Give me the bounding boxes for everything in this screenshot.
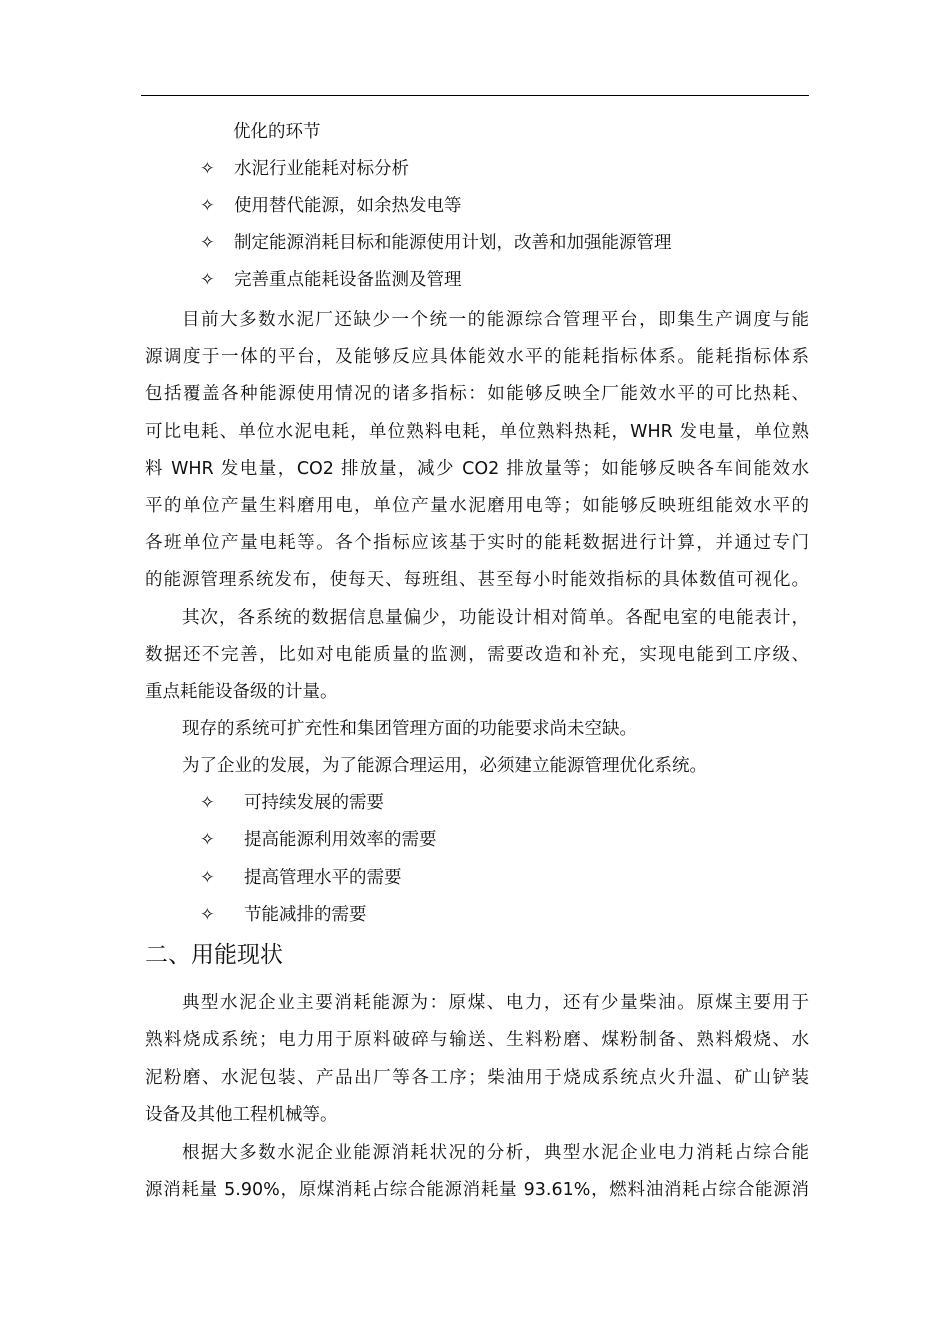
paragraph-line: 平的单位产量生料磨用电，单位产量水泥磨用电等；如能够反映班组能效水平的: [145, 496, 809, 516]
paragraph-line: 其次，各系统的数据信息量偏少，功能设计相对简单。各配电室的电能表计，: [182, 608, 809, 628]
bullet-item: ✧ 制定能源消耗目标和能源使用计划，改善和加强能源管理: [200, 233, 672, 253]
paragraph-line: 数据还不完善，比如对电能质量的监测，需要改造和补充，实现电能到工序级、: [145, 645, 809, 665]
paragraph-line: 的能源管理系统发布，使每天、每班组、甚至每小时能效指标的具体数值可视化。: [145, 570, 809, 590]
paragraph-line: 各班单位产量电耗等。各个指标应该基于实时的能耗数据进行计算，并通过专门: [145, 533, 809, 553]
paragraph-line: 典型水泥企业主要消耗能源为：原煤、电力，还有少量柴油。原煤主要用于: [182, 993, 809, 1013]
paragraph-line: 料 WHR 发电量，CO2 排放量，减少 CO2 排放量等；如能够反映各车间能效水: [145, 459, 809, 479]
diamond-star-icon: ✧: [200, 159, 215, 179]
bullet-item: ✧ 使用替代能源，如余热发电等: [200, 196, 462, 216]
paragraph-line: 设备及其他工程机械等。: [145, 1105, 338, 1125]
diamond-star-icon: ✧: [200, 905, 215, 925]
paragraph-line: 包括覆盖各种能源使用情况的诸多指标：如能够反映全厂能效水平的可比热耗、: [145, 384, 809, 404]
bullet-item: ✧ 提高管理水平的需要: [200, 868, 402, 888]
bullet-item: ✧ 完善重点能耗设备监测及管理: [200, 270, 462, 290]
diamond-star-icon: ✧: [200, 793, 215, 813]
paragraph-line: 根据大多数水泥企业能源消耗状况的分析，典型水泥企业电力消耗占综合能: [182, 1143, 809, 1163]
paragraph-line: 目前大多数水泥厂还缺少一个统一的能源综合管理平台，即集生产调度与能: [182, 310, 809, 330]
bullet-item: ✧ 节能减排的需要: [200, 905, 367, 925]
paragraph-line: 源调度于一体的平台，及能够反应具体能效水平的能耗指标体系。能耗指标体系: [145, 347, 809, 367]
diamond-star-icon: ✧: [200, 196, 215, 216]
paragraph-line: 为了企业的发展，为了能源合理运用，必须建立能源管理优化系统。: [182, 756, 707, 776]
bullet-item: ✧ 水泥行业能耗对标分析: [200, 159, 409, 179]
diamond-star-icon: ✧: [200, 830, 215, 850]
paragraph-line: 熟料烧成系统；电力用于原料破碎与输送、生料粉磨、煤粉制备、熟料煅烧、水: [145, 1030, 809, 1050]
paragraph-line: 源消耗量 5.90%，原煤消耗占综合能源消耗量 93.61%，燃料油消耗占综合能源消: [145, 1180, 809, 1200]
paragraph-line: 重点耗能设备级的计量。: [145, 682, 338, 702]
diamond-star-icon: ✧: [200, 233, 215, 253]
paragraph-line: 泥粉磨、水泥包装、产品出厂等各工序；柴油用于烧成系统点火升温、矿山铲装: [145, 1068, 809, 1088]
continuation-text: 优化的环节: [233, 122, 321, 142]
bullet-item: ✧ 提高能源利用效率的需要: [200, 830, 437, 850]
paragraph-line: 现存的系统可扩充性和集团管理方面的功能要求尚未空缺。: [182, 719, 637, 739]
header-rule: [141, 95, 809, 96]
diamond-star-icon: ✧: [200, 270, 215, 290]
paragraph-line: 可比电耗、单位水泥电耗，单位熟料电耗，单位熟料热耗，WHR 发电量，单位熟: [145, 422, 809, 442]
bullet-item: ✧ 可持续发展的需要: [200, 793, 384, 813]
diamond-star-icon: ✧: [200, 868, 215, 888]
section-heading: 二、用能现状: [145, 942, 283, 968]
